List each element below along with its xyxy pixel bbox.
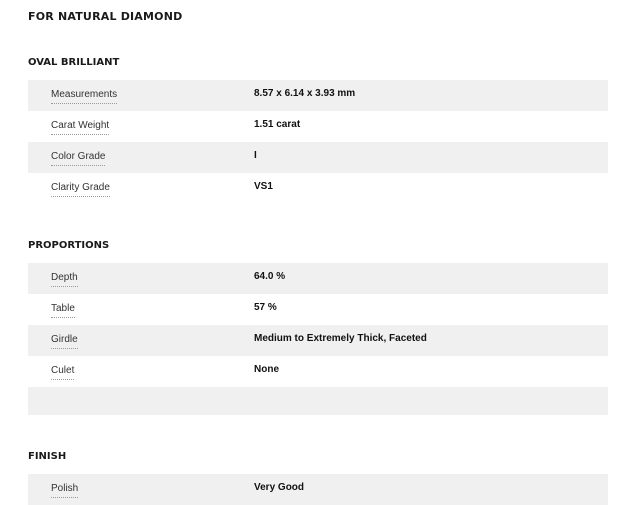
row-value-color-grade: I bbox=[254, 150, 257, 161]
row-label-culet[interactable]: Culet bbox=[51, 365, 74, 380]
section-title-proportions: PROPORTIONS bbox=[28, 240, 110, 251]
table-row bbox=[28, 356, 608, 387]
row-label-depth[interactable]: Depth bbox=[51, 272, 78, 287]
table-row bbox=[28, 80, 608, 111]
section-title-finish: FINISH bbox=[28, 451, 67, 462]
row-value-table: 57 % bbox=[254, 302, 277, 313]
table-row bbox=[28, 173, 608, 204]
row-label-clarity-grade[interactable]: Clarity Grade bbox=[51, 182, 110, 197]
row-value-depth: 64.0 % bbox=[254, 271, 286, 282]
row-value-polish: Very Good bbox=[254, 482, 305, 493]
row-value-girdle: Medium to Extremely Thick, Faceted bbox=[254, 333, 427, 344]
table-row bbox=[28, 325, 608, 356]
row-value-clarity-grade: VS1 bbox=[254, 181, 273, 192]
row-label-polish[interactable]: Polish bbox=[51, 483, 78, 498]
row-value-culet: None bbox=[254, 364, 279, 375]
page-heading: FOR NATURAL DIAMOND bbox=[28, 10, 183, 23]
row-value-measurements: 8.57 x 6.14 x 3.93 mm bbox=[254, 88, 356, 99]
table-row bbox=[28, 263, 608, 294]
row-label-table[interactable]: Table bbox=[51, 303, 75, 318]
table-row bbox=[28, 294, 608, 325]
table-row bbox=[28, 474, 608, 505]
row-label-girdle[interactable]: Girdle bbox=[51, 334, 78, 349]
table-row-empty bbox=[28, 387, 608, 415]
oval-brilliant-table bbox=[28, 80, 608, 204]
section-title-oval-brilliant: OVAL BRILLIANT bbox=[28, 57, 120, 68]
row-label-measurements[interactable]: Measurements bbox=[51, 89, 117, 104]
proportions-table bbox=[28, 263, 608, 415]
row-label-carat-weight[interactable]: Carat Weight bbox=[51, 120, 109, 135]
table-row bbox=[28, 142, 608, 173]
finish-table bbox=[28, 474, 608, 505]
table-row bbox=[28, 111, 608, 142]
row-label-color-grade[interactable]: Color Grade bbox=[51, 151, 105, 166]
row-value-carat-weight: 1.51 carat bbox=[254, 119, 301, 130]
